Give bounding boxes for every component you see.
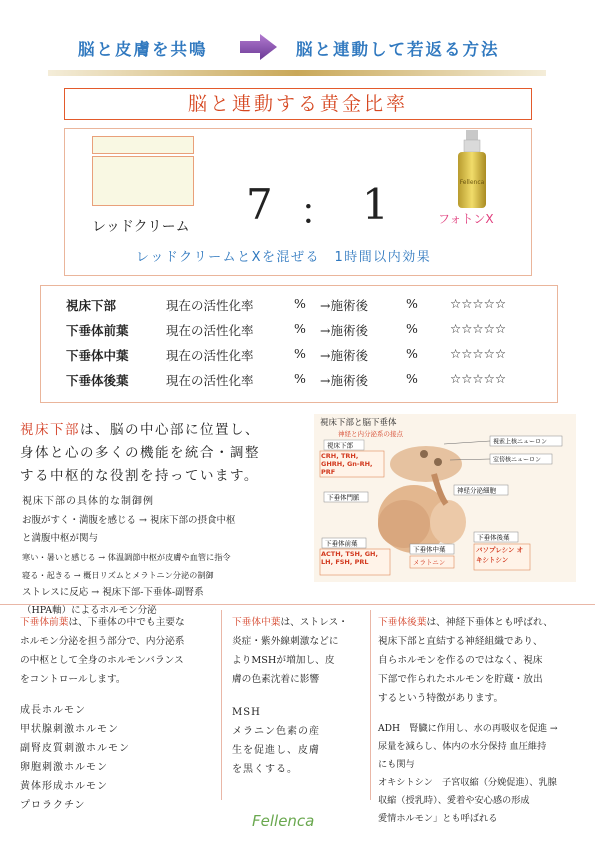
hormone-item: 卵胞刺激ホルモン (20, 762, 108, 773)
msh-line: 生を促進し、皮膚 (232, 745, 320, 756)
column-divider (221, 610, 222, 800)
row-pct-current: % (294, 321, 306, 336)
col3-line3: 自らホルモンを作るのではなく、視床 (378, 655, 543, 666)
row-pct-current: % (294, 296, 306, 311)
posterior-tag: 下垂体後葉 (477, 533, 510, 542)
adh-line: 愛情ホルモン」とも呼ばれる (378, 813, 498, 824)
desc-line1: は、脳の中心部に位置し、 (80, 422, 260, 438)
title-box (64, 88, 532, 120)
highlight-middle: 下垂体中葉 (232, 617, 281, 628)
row-stars: ☆☆☆☆☆ (450, 371, 507, 386)
row-pct-after: % (406, 321, 418, 336)
row-name: 下垂体後葉 (66, 373, 129, 388)
anterior-hormones: ACTH, TSH, GH, LH, FSH, PRL (321, 550, 378, 566)
anterior-hormone-list (20, 701, 220, 815)
row-after: →施術後 (320, 323, 368, 338)
col3-line2: 視床下部と直結する神経組織であり、 (378, 636, 543, 647)
col2-line1: は、ストレス・ (280, 617, 348, 628)
posterior-hormones: バソプレシン オキシトシン (476, 546, 524, 564)
cream-jar (92, 156, 194, 206)
msh-block (232, 703, 368, 779)
red-cream-label: レッドクリーム (92, 219, 190, 235)
row-label: 現在の活性化率 (166, 323, 254, 338)
highlight-anterior: 下垂体前葉 (20, 617, 69, 628)
section-divider (0, 604, 595, 605)
page-title: 脳と連動する黄金比率 (187, 93, 408, 115)
highlight-posterior: 下垂体後葉 (378, 617, 427, 628)
highlight-hypothalamus: 視床下部 (20, 422, 80, 438)
control-line: 寒い・暑いと感じる → 体温調節中枢が皮膚や血管に指令 (22, 552, 231, 562)
ratio-left-number: 7 (246, 180, 273, 229)
adh-line: ADH 腎臓に作用し、水の再吸収を促進 → (378, 723, 558, 734)
row-label: 現在の活性化率 (166, 348, 254, 363)
control-line: 寝る・起きる → 概日リズムとメラトニン分泌の制御 (22, 570, 214, 580)
col1-line2: ホルモン分泌を担う部分で、内分泌系 (20, 636, 185, 647)
col2-line2: 炎症・紫外線刺激などに (232, 636, 339, 647)
row-pct-after: % (406, 371, 418, 386)
row-label: 現在の活性化率 (166, 298, 254, 313)
adh-line: オキシトシン 子宮収縮（分娩促進）、乳腺 (378, 777, 557, 788)
hormone-item: プロラクチン (20, 800, 86, 811)
row-after: →施術後 (320, 298, 368, 313)
msh-line: を黒くする。 (232, 764, 298, 775)
header-left-text: 脳と皮膚を共鳴 (78, 40, 208, 59)
row-label: 現在の活性化率 (166, 373, 254, 388)
desc-line3: する中枢的な役割を持っています。 (20, 468, 259, 484)
anterior-tag: 下垂体前葉 (325, 539, 358, 548)
row-stars: ☆☆☆☆☆ (450, 346, 507, 361)
row-pct-after: % (406, 346, 418, 361)
row-pct-current: % (294, 346, 306, 361)
neurosecretory-label: 神経分泌細胞 (457, 486, 496, 495)
col3-line4: 下部で作られたホルモンを貯蔵・放出 (378, 674, 543, 685)
posterior-column (378, 613, 590, 828)
msh-title: MSH (232, 707, 261, 718)
msh-line: メラニン色素の産 (232, 726, 320, 737)
row-after: →施術後 (320, 373, 368, 388)
row-name: 下垂体前葉 (66, 323, 129, 338)
col1-line1: は、下垂体の中でも主要な (68, 617, 185, 628)
hypothalamus-description (20, 419, 310, 488)
control-line: （HPA軸）によるホルモン分泌 (22, 605, 157, 616)
hormone-item: 副腎皮質刺激ホルモン (20, 743, 130, 754)
row-stars: ☆☆☆☆☆ (450, 296, 507, 311)
adh-line: にも関与 (378, 759, 415, 770)
hormone-item: 成長ホルモン (20, 705, 86, 716)
middle-tag: 下垂体中葉 (413, 545, 446, 554)
control-title: 視床下部の具体的な制御例 (22, 496, 154, 507)
portal-label: 下垂体門脈 (327, 493, 360, 502)
pituitary-diagram (314, 414, 576, 582)
fellenca-logo: Fellenca (252, 812, 315, 830)
neuron2-label: 室傍核ニューロン (493, 456, 542, 464)
header-right-text: 脳と連動して若返る方法 (296, 40, 500, 59)
row-stars: ☆☆☆☆☆ (450, 321, 507, 336)
diagram-title: 視床下部と脳下垂体 (320, 418, 397, 428)
row-pct-after: % (406, 296, 418, 311)
ratio-right-number: 1 (362, 180, 389, 229)
col2-line3: よりMSHが増加し、皮 (232, 655, 335, 666)
col1-line3: の中枢として全身のホルモンバランス (20, 655, 184, 666)
hormone-item: 黄体形成ホルモン (20, 781, 108, 792)
control-line: お腹がすく・満腹を感じる → 視床下部の摂食中枢 (22, 515, 236, 526)
mix-instruction: レッドクリームとXを混ぜる 1時間以内効果 (136, 250, 432, 265)
row-name: 視床下部 (66, 298, 117, 313)
control-line: と満腹中枢が関与 (22, 533, 99, 544)
ratio-colon: ： (300, 192, 337, 233)
adh-block (378, 720, 590, 828)
row-pct-current: % (294, 371, 306, 386)
adh-line: 収縮（授乳時）、愛着や安心感の形成 (378, 795, 530, 806)
col3-line5: するという特徴があります。 (378, 693, 504, 704)
row-after: →施術後 (320, 348, 368, 363)
middle-hormone: メラトニン (413, 558, 446, 567)
hormone-item: 甲状腺刺激ホルモン (20, 724, 119, 735)
row-name: 下垂体中葉 (66, 348, 129, 363)
diagram-subtitle: 神経と内分泌系の接点 (338, 430, 403, 438)
adh-line: 尿量を減らし、体内の水分保持 血圧維持 (378, 741, 547, 752)
desc-line2: 身体と心の多くの機能を統合・調整 (20, 445, 260, 461)
hypothalamus-tag: 視床下部 (327, 441, 353, 450)
middle-column (232, 613, 368, 779)
anterior-column (20, 613, 220, 815)
col1-line4: をコントロールします。 (20, 674, 126, 685)
column-divider (370, 610, 371, 800)
cream-lid (92, 136, 194, 154)
neuron1-label: 視索上核ニューロン (493, 438, 548, 446)
bottle-label: Fellenca (459, 179, 485, 186)
gold-divider (48, 70, 546, 76)
arrow-right-icon (238, 33, 278, 61)
control-line: ストレスに反応 → 視床下部‐下垂体‐副腎系 (22, 587, 204, 598)
col2-line4: 膚の色素沈着に影響 (232, 674, 320, 685)
serum-bottle-icon (448, 128, 496, 210)
col3-line1: は、神経下垂体とも呼ばれ、 (426, 617, 553, 628)
photon-x-label: フォトンX (438, 212, 494, 226)
top-hormones: CRH, TRH, GHRH, Gn-RH, PRF (321, 452, 373, 476)
